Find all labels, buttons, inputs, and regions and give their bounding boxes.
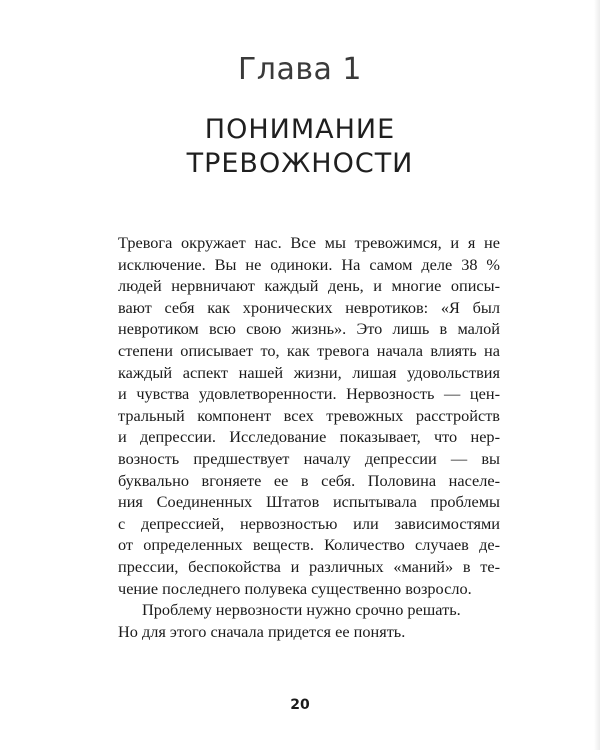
text-line: ния Соединенных Штатов испытывала проблемы [118, 492, 500, 512]
text-line: и чувства удовлетворенности. Нервозность — цен- [118, 384, 500, 404]
text-line: степени описывает то, как тревога начала влиять на [118, 340, 500, 360]
page-edge-shadow [594, 0, 600, 750]
text-line: исключение. Вы не одиноки. На самом деле 38 % [118, 254, 500, 274]
chapter-title [0, 113, 600, 181]
text-line: тральный компонент всех тревожных расстройств [118, 405, 500, 425]
text-line: чение последнего полувека существенно возросло. [118, 578, 472, 598]
text-line: людей нервничают каждый день, и многие описы- [118, 276, 500, 296]
text-line: буквально вгоняете ее в себя. Половина населе- [118, 470, 500, 490]
text-line: с депрессией, нервозностью или зависимостями [118, 513, 500, 533]
chapter-title-line-2: ТРЕВОЖНОСТИ [186, 148, 414, 179]
text-line: Но для этого сначала придется ее понять. [118, 621, 406, 641]
text-line: прессии, беспокойства и различных «маний» в те- [118, 556, 500, 576]
body-text [118, 232, 500, 642]
text-line: невротиком всю свою жизнь». Это лишь в малой [118, 319, 500, 339]
page-number: 20 [290, 697, 310, 713]
text-line: Тревога окружает нас. Все мы тревожимся, и я не [118, 233, 500, 252]
text-line: каждый аспект нашей жизни, лишая удовольствия [118, 362, 500, 382]
text-line: вают себя как хронических невротиков: «Я был [118, 297, 500, 317]
chapter-label: Глава 1 [237, 52, 363, 87]
text-line: Проблему нервозности нужно срочно решать. [142, 600, 461, 620]
chapter-title-line-1: ПОНИМАНИЕ [204, 114, 396, 145]
text-line: и депрессии. Исследование показывает, что нер- [118, 427, 500, 447]
text-line: от определенных веществ. Количество случаев де- [118, 535, 500, 555]
text-line: возность предшествует началу депрессии — вы [118, 448, 500, 468]
